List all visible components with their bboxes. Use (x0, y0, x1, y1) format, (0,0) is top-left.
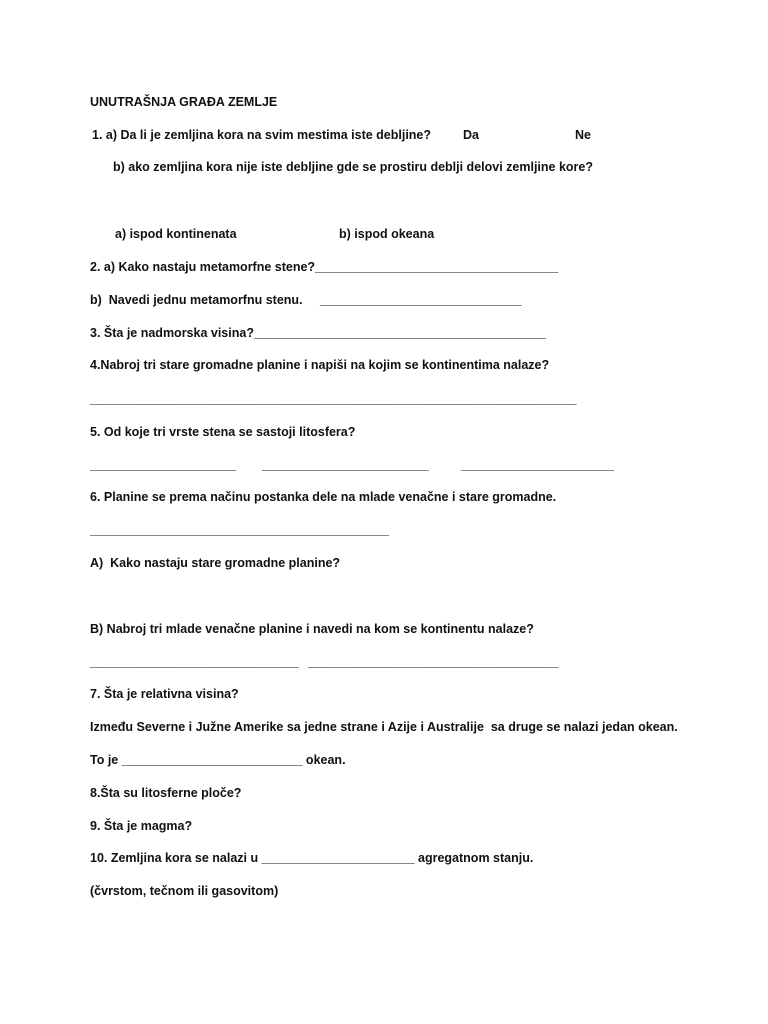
question-1b: b) ako zemljina kora nije iste debljine gde se prostiru deblji delovi zemljine kore? (113, 160, 593, 174)
statement-ocean: Između Severne i Južne Amerike sa jedne strane i Azije i Australije sa druge se nalazi jedan okean. (90, 720, 678, 734)
question-10: 10. Zemljina kora se nalazi u ______________________ agregatnom stanju. (90, 851, 534, 865)
question-6: 6. Planine se prema načinu postanka dele na mlade venačne i stare gromadne. (90, 490, 557, 504)
question-5: 5. Od koje tri vrste stena se sastoji litosfera? (90, 425, 356, 439)
answer-line-6b-1: ______________________________ (90, 655, 299, 669)
question-4: 4.Nabroj tri stare gromadne planine i napiši na kojim se kontinentima nalaze? (90, 358, 550, 372)
question-3: 3. Šta je nadmorska visina?__________________________________________ (90, 326, 546, 340)
question-10-options: (čvrstom, tečnom ili gasovitom) (90, 884, 279, 898)
question-6b: B) Nabroj tri mlade venačne planine i navedi na kom se kontinentu nalaze? (90, 622, 534, 636)
question-7: 7. Šta je relativna visina? (90, 687, 239, 701)
fill-ocean: To je __________________________ okean. (90, 753, 346, 767)
question-1a: 1. a) Da li je zemljina kora na svim mestima iste debljine? (92, 128, 432, 142)
question-8: 8.Šta su litosferne ploče? (90, 786, 242, 800)
option-ne: Ne (575, 128, 591, 142)
question-2b: b) Navedi jednu metamorfnu stenu. _____________________________ (90, 293, 522, 307)
answer-1b-b: b) ispod okeana (339, 227, 435, 241)
page-title: UNUTRAŠNJA GRAĐA ZEMLJE (90, 95, 278, 109)
question-2a: 2. a) Kako nastaju metamorfne stene?___________________________________ (90, 260, 559, 274)
answer-line-6: ___________________________________________ (90, 523, 389, 537)
answer-line-5-1: _____________________ (90, 458, 236, 472)
answer-line-5-2: ________________________ (262, 458, 429, 472)
answer-1b-a: a) ispod kontinenata (115, 227, 237, 241)
answer-line-5-3: ______________________ (461, 458, 614, 472)
answer-line-6b-2: ____________________________________ (308, 655, 559, 669)
question-6a: A) Kako nastaju stare gromadne planine? (90, 556, 341, 570)
question-9: 9. Šta je magma? (90, 819, 193, 833)
option-da: Da (463, 128, 479, 142)
answer-line-4: ______________________________________________________________________ (90, 392, 577, 406)
